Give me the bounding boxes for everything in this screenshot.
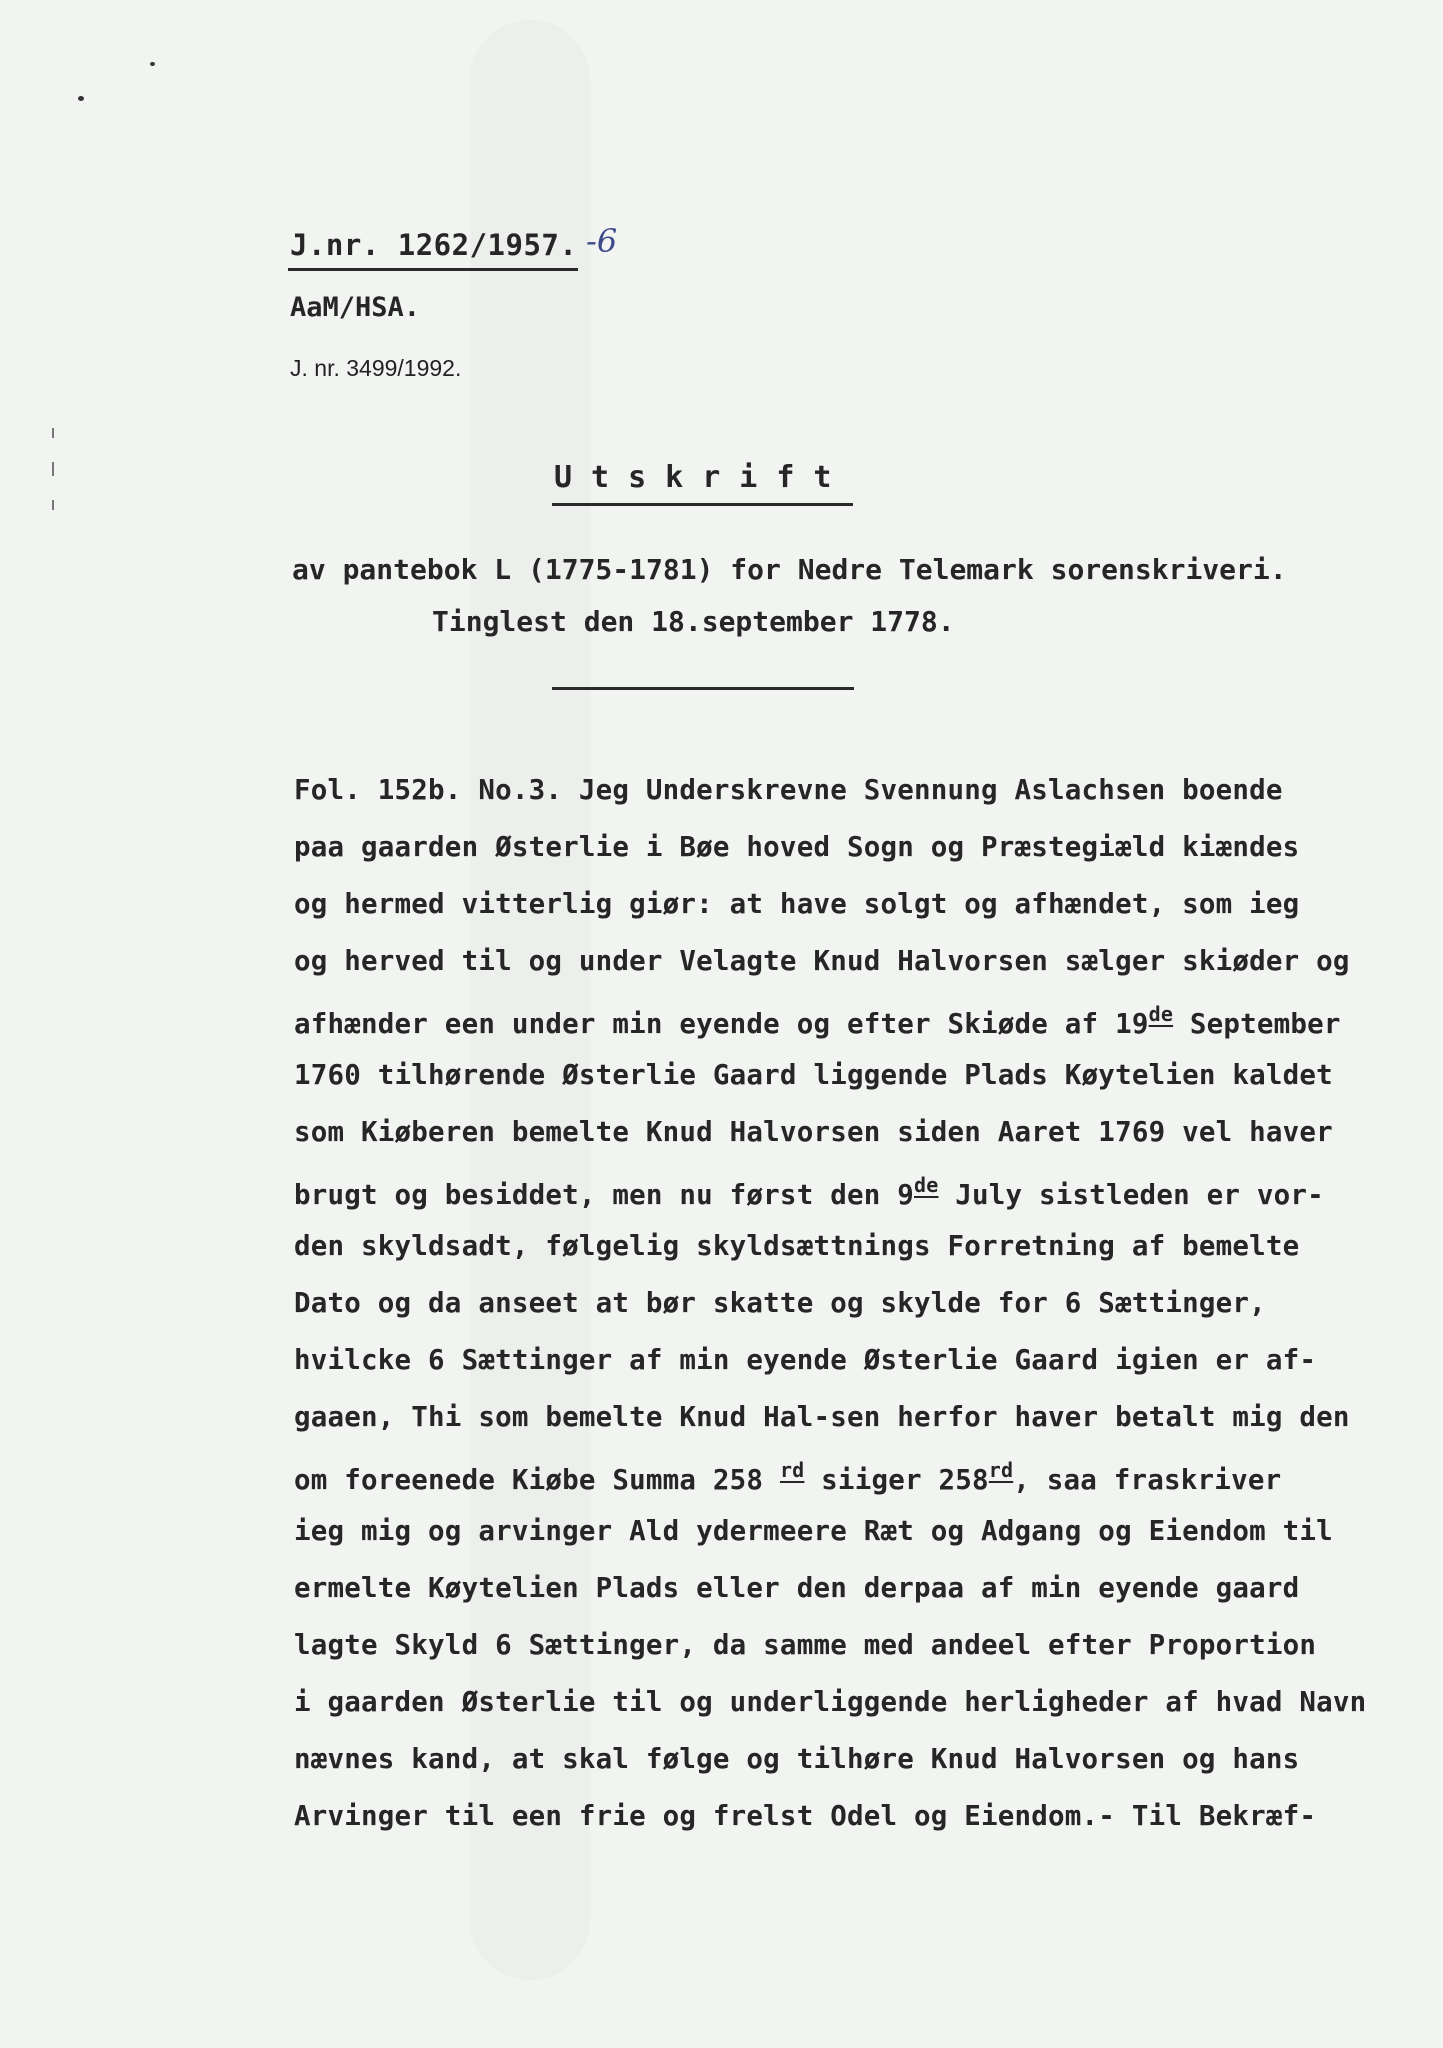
body-line: ermelte Køytelien Plads eller den derpaa af min eyende gaard	[294, 1572, 1300, 1604]
body-line: lagte Skyld 6 Sættinger, da samme med andeel efter Proportion	[294, 1629, 1317, 1661]
second-journal-number: J. nr. 3499/1992.	[290, 355, 462, 381]
handwritten-suffix: -6	[586, 222, 618, 260]
body-line: Arvinger til een frie og frelst Odel og Eiendom.- Til Bekræf-	[294, 1800, 1317, 1832]
document-title: Utskrift	[554, 460, 851, 495]
body-line: om foreenede Kiøbe Summa 258 $^{rd}$ siiger 258rd, saa fraskriver	[294, 1458, 1282, 1496]
body-line: brugt og besiddet, men nu først den 9de July sistleden er vor-	[294, 1173, 1324, 1211]
body-line: nævnes kand, at skal følge og tilhøre Knud Halvorsen og hans	[294, 1743, 1300, 1775]
margin-mark	[52, 428, 54, 438]
subtitle-source: av pantebok L (1775-1781) for Nedre Telemark sorenskriveri.	[292, 553, 1287, 586]
journal-number: J.nr. 1262/1957.	[290, 228, 578, 262]
superscript: de	[1148, 1002, 1174, 1026]
section-divider	[552, 687, 854, 690]
body-line: og hermed vitterlig giør: at have solgt og afhændet, som ieg	[294, 888, 1300, 920]
body-line: hvilcke 6 Sættinger af min eyende Østerlie Gaard igien er af-	[294, 1344, 1317, 1376]
margin-mark	[52, 500, 54, 510]
body-line: Dato og da anseet at bør skatte og skylde for 6 Sættinger,	[294, 1287, 1266, 1319]
superscript: rd	[779, 1458, 805, 1482]
superscript: de	[914, 1173, 939, 1197]
scan-speck	[150, 62, 155, 66]
title-underline	[552, 503, 853, 506]
superscript: rd	[988, 1458, 1014, 1482]
scan-speck	[78, 96, 84, 101]
body-line: og herved til og under Velagte Knud Halvorsen sælger skiøder og	[294, 945, 1350, 977]
body-line: gaaen, Thi som bemelte Knud Hal-sen herfor haver betalt mig den	[294, 1401, 1350, 1433]
journal-number-underline	[288, 268, 578, 271]
margin-mark	[52, 462, 54, 476]
subtitle-registration-date: Tinglest den 18.september 1778.	[432, 605, 955, 638]
body-line: ieg mig og arvinger Ald ydermeere Ræt og Adgang og Eiendom til	[294, 1515, 1333, 1547]
body-line: afhænder een under min eyende og efter Skiøde af 19de September	[294, 1002, 1341, 1040]
body-line: som Kiøberen bemelte Knud Halvorsen siden Aaret 1769 vel haver	[294, 1116, 1333, 1148]
body-line: 1760 tilhørende Østerlie Gaard liggende Plads Køytelien kaldet	[294, 1059, 1333, 1091]
initials-reference: AaM/HSA.	[290, 292, 421, 323]
body-line: i gaarden Østerlie til og underliggende herligheder af hvad Navn	[294, 1686, 1367, 1718]
body-line: den skyldsadt, følgelig skyldsættnings Forretning af bemelte	[294, 1230, 1300, 1262]
body-line: paa gaarden Østerlie i Bøe hoved Sogn og Præstegiæld kiændes	[294, 831, 1300, 863]
body-line: Fol. 152b. No.3. Jeg Underskrevne Svennung Aslachsen boende	[294, 774, 1283, 806]
